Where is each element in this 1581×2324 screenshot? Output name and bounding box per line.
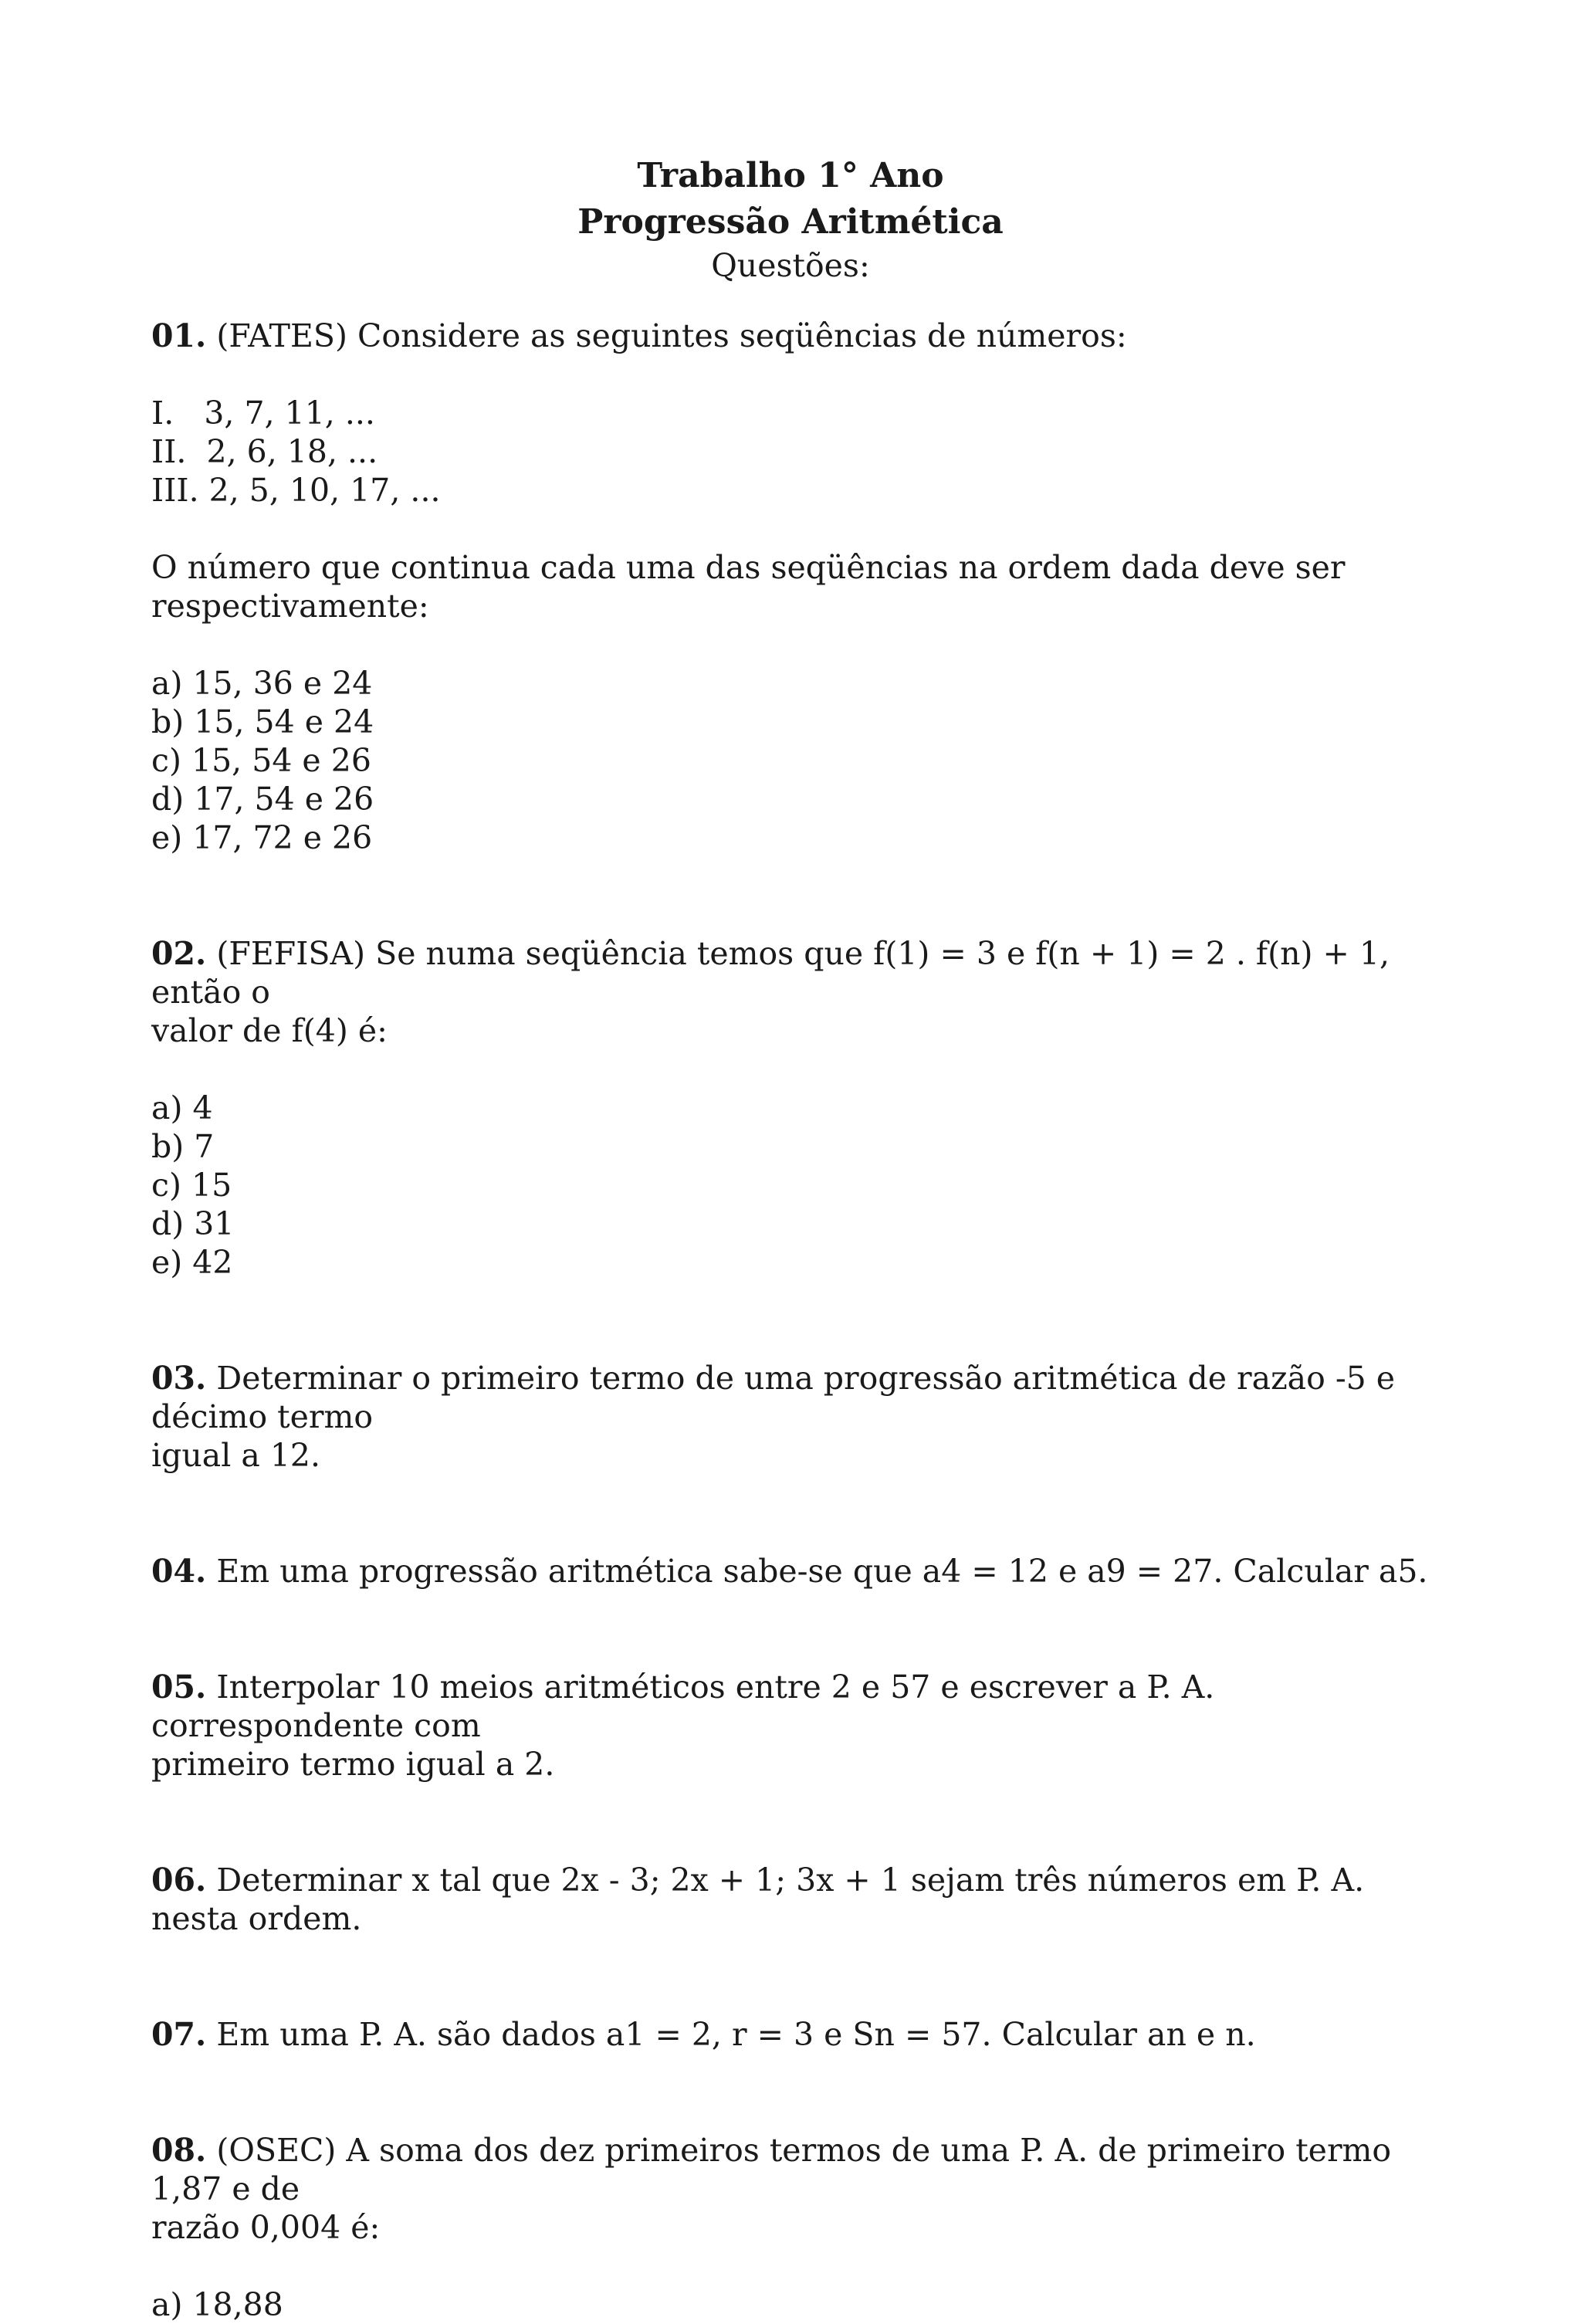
option-a: a) 18,88 bbox=[151, 2286, 283, 2323]
option-e: e) 42 bbox=[151, 1244, 233, 1281]
question-number: 08. bbox=[151, 2132, 207, 2169]
question-number: 02. bbox=[151, 935, 207, 972]
option-c: c) 15 bbox=[151, 1167, 232, 1204]
question-03 bbox=[151, 1359, 1430, 1475]
question-number: 01. bbox=[151, 317, 207, 354]
question-08-statement-cont: razão 0,004 é: bbox=[151, 2209, 381, 2246]
question-text: (OSEC) A soma dos dez primeiros termos de uma P. A. de primeiro termo 1,87 e de bbox=[151, 2132, 1392, 2207]
question-number: 07. bbox=[151, 2016, 207, 2053]
option-c: c) 15, 54 e 26 bbox=[151, 742, 371, 779]
sequence-list bbox=[151, 394, 1430, 510]
option-e: e) 17, 72 e 26 bbox=[151, 819, 373, 856]
option-b: b) 7 bbox=[151, 1128, 215, 1165]
option-d: d) 17, 54 e 26 bbox=[151, 781, 374, 818]
question-02-statement-cont: valor de f(4) é: bbox=[151, 1012, 388, 1049]
sequence-item: I. 3, 7, 11, ... bbox=[151, 395, 375, 432]
document-title: Trabalho 1° Ano bbox=[637, 156, 944, 195]
question-02 bbox=[151, 934, 1430, 1282]
question-05 bbox=[151, 1668, 1430, 1784]
option-a: a) 15, 36 e 24 bbox=[151, 665, 373, 702]
document-subtitle: Questões: bbox=[711, 247, 870, 284]
answer-options bbox=[151, 1089, 1430, 1282]
question-text: Interpolar 10 meios aritméticos entre 2 e 57 e escrever a P. A. correspondente com bbox=[151, 1668, 1215, 1744]
option-d: d) 31 bbox=[151, 1205, 235, 1242]
answer-options bbox=[151, 664, 1430, 857]
question-number: 06. bbox=[151, 1862, 207, 1899]
question-04 bbox=[151, 1552, 1430, 1591]
question-text: (FATES) Considere as seguintes seqüências de números: bbox=[206, 317, 1127, 354]
sequence-item: III. 2, 5, 10, 17, ... bbox=[151, 472, 441, 509]
question-number: 04. bbox=[151, 1553, 207, 1590]
question-text: (FEFISA) Se numa seqüência temos que f(1) = 3 e f(n + 1) = 2 . f(n) + 1, então o bbox=[151, 935, 1390, 1011]
sequence-item: II. 2, 6, 18, ... bbox=[151, 433, 378, 470]
answer-options bbox=[151, 2285, 1430, 2324]
question-06-statement bbox=[151, 1861, 1430, 1938]
question-07 bbox=[151, 2015, 1430, 2054]
document-header bbox=[151, 0, 1430, 286]
question-text: Em uma P. A. são dados a1 = 2, r = 3 e Sn = 57. Calcular an e n. bbox=[206, 2016, 1256, 2053]
question-06 bbox=[151, 1861, 1430, 1938]
question-08-statement bbox=[151, 2131, 1430, 2208]
question-text: Determinar x tal que 2x - 3; 2x + 1; 3x + 1 sejam três números em P. A. nesta ordem. bbox=[151, 1862, 1365, 1937]
question-05-statement-cont: primeiro termo igual a 2. bbox=[151, 1746, 555, 1783]
question-01-statement bbox=[151, 317, 1430, 355]
question-07-statement bbox=[151, 2015, 1430, 2054]
question-04-statement bbox=[151, 1552, 1430, 1591]
question-01 bbox=[151, 317, 1430, 857]
option-a: a) 4 bbox=[151, 1089, 213, 1126]
option-b: b) 15, 54 e 24 bbox=[151, 703, 374, 740]
question-05-statement bbox=[151, 1668, 1430, 1745]
question-02-statement bbox=[151, 934, 1430, 1011]
question-number: 05. bbox=[151, 1668, 207, 1706]
document-topic: Progressão Aritmética bbox=[577, 202, 1004, 242]
question-08 bbox=[151, 2131, 1430, 2324]
question-text: Em uma progressão aritmética sabe-se que a4 = 12 e a9 = 27. Calcular a5. bbox=[206, 1553, 1428, 1590]
question-number: 03. bbox=[151, 1360, 207, 1397]
question-03-statement bbox=[151, 1359, 1430, 1436]
question-01-prompt: O número que continua cada uma das seqüências na ordem dada deve ser respectivamente: bbox=[151, 549, 1346, 625]
question-03-statement-cont: igual a 12. bbox=[151, 1437, 321, 1474]
question-text: Determinar o primeiro termo de uma progressão aritmética de razão -5 e décimo termo bbox=[151, 1360, 1396, 1435]
